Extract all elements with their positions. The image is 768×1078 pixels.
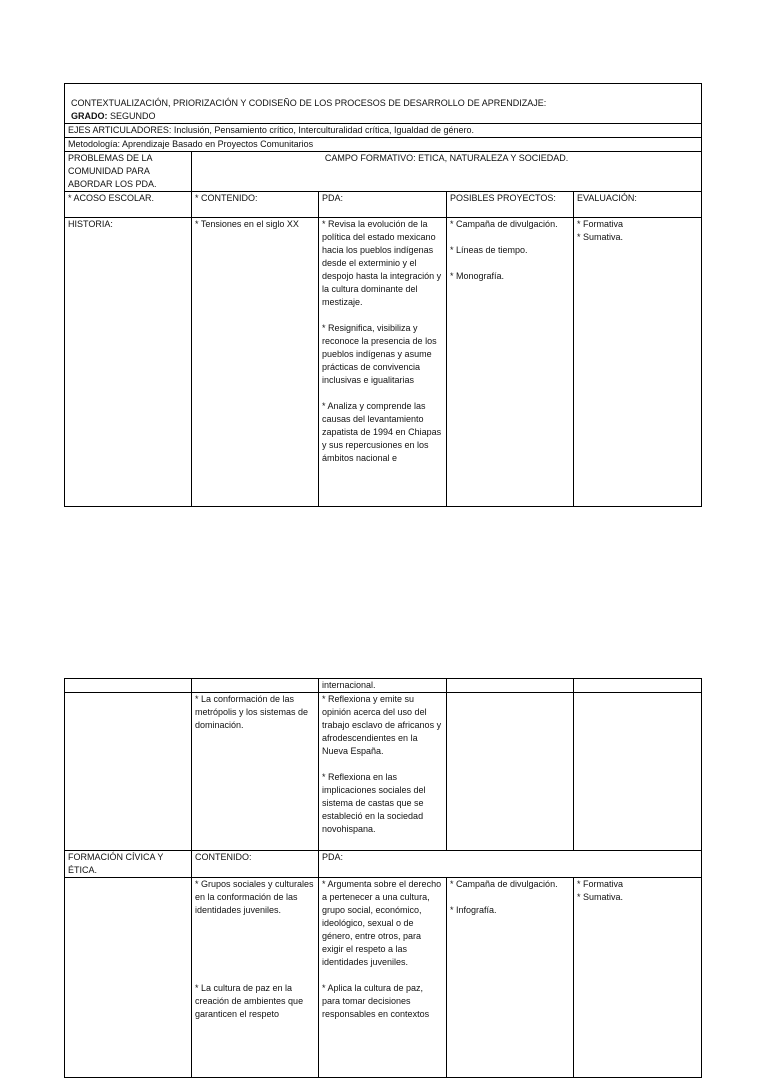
pda-continuation: internacional. <box>319 679 447 693</box>
pda-item: * Analiza y comprende las causas del levantamiento zapatista de 1994 en Chiapas y sus repercusiones en los ámbitos nacional e <box>322 401 442 463</box>
proyecto-item: * Monografía. <box>450 271 505 281</box>
pda-cell <box>319 878 447 1078</box>
evaluacion-cell <box>574 878 702 1078</box>
pda-cell <box>319 693 447 851</box>
evaluacion-cell <box>574 218 702 507</box>
contenido-cell: * La conformación de las metrópolis y los sistemas de dominación. <box>192 693 319 851</box>
pda-item: * Reflexiona y emite su opinión acerca del uso del trabajo esclavo de africanos y afrodescendientes en la Nueva España. <box>322 694 442 756</box>
problemas-label: PROBLEMAS DE LA COMUNIDAD PARA ABORDAR LOS PDA. <box>65 152 192 192</box>
proyecto-item: * Líneas de tiempo. <box>450 245 528 255</box>
historia-label: HISTORIA: <box>65 218 192 507</box>
contenido-item: * Grupos sociales y culturales en la conformación de las identidades juveniles. <box>195 879 314 915</box>
planning-table-page-1 <box>64 83 702 507</box>
col-header-evaluacion: EVALUACIÓN: <box>574 192 702 218</box>
contenido-item: * La cultura de paz en la creación de ambientes que garanticen el respeto <box>195 983 304 1019</box>
contenido-cell <box>192 878 319 1078</box>
pda-item: * Reflexiona en las implicaciones sociales del sistema de castas que se estableció en la sociedad novohispana. <box>322 772 426 834</box>
ejes-cell: EJES ARTICULADORES: Inclusión, Pensamiento crítico, Interculturalidad crítica, Igualdad de género. <box>65 124 702 138</box>
pda-cell <box>319 218 447 507</box>
grado-line <box>71 110 698 123</box>
proyectos-cell <box>447 878 574 1078</box>
proyecto-item: * Campaña de divulgación. <box>450 219 558 229</box>
grado-label: GRADO: <box>71 111 108 121</box>
pda-item: * Argumenta sobre el derecho a pertenecer a una cultura, grupo social, económico, ideológico, sexual o de género, entre otros, para exigir el respeto a las identidades juveniles. <box>322 879 442 967</box>
pda-item: * Resignifica, visibiliza y reconoce la presencia de los pueblos indígenas y asume prácticas de convivencia inclusivas e igualitarias <box>322 323 437 385</box>
campo-formativo: CAMPO FORMATIVO: ETICA, NATURALEZA Y SOCIEDAD. <box>192 152 702 192</box>
fce-label: FORMACIÓN CÍVICA Y ÉTICA. <box>65 851 192 878</box>
planning-table-page-2 <box>64 678 702 1078</box>
header-title: CONTEXTUALIZACIÓN, PRIORIZACIÓN Y CODISEÑO DE LOS PROCESOS DE DESARROLLO DE APRENDIZAJE: <box>71 98 547 108</box>
col-header-pda: PDA: <box>319 192 447 218</box>
col-header-contenido: * CONTENIDO: <box>192 192 319 218</box>
pda-header: PDA: <box>319 851 702 878</box>
proyecto-item: * Campaña de divulgación. <box>450 879 558 889</box>
evaluacion-item: * Formativa <box>577 879 624 889</box>
pda-item: * Revisa la evolución de la política del estado mexicano hacia los pueblos indígenas desde el exterminio y el despojo hasta la integración y la cultura dominante del mestizaje. <box>322 219 442 307</box>
col-header-acoso: * ACOSO ESCOLAR. <box>65 192 192 218</box>
pda-item: * Aplica la cultura de paz, para tomar decisiones responsables en contextos <box>322 983 430 1019</box>
proyecto-item: * Infografía. <box>450 905 497 915</box>
evaluacion-item: * Sumativa. <box>577 232 624 242</box>
header-cell <box>65 84 702 124</box>
evaluacion-item: * Formativa <box>577 219 624 229</box>
proyectos-cell <box>447 218 574 507</box>
col-header-proyectos: POSIBLES PROYECTOS: <box>447 192 574 218</box>
evaluacion-item: * Sumativa. <box>577 892 624 902</box>
contenido-cell: * Tensiones en el siglo XX <box>192 218 319 507</box>
contenido-header: CONTENIDO: <box>192 851 319 878</box>
metodologia-cell: Metodología: Aprendizaje Basado en Proyectos Comunitarios <box>65 138 702 152</box>
grado-value: SEGUNDO <box>110 111 156 121</box>
